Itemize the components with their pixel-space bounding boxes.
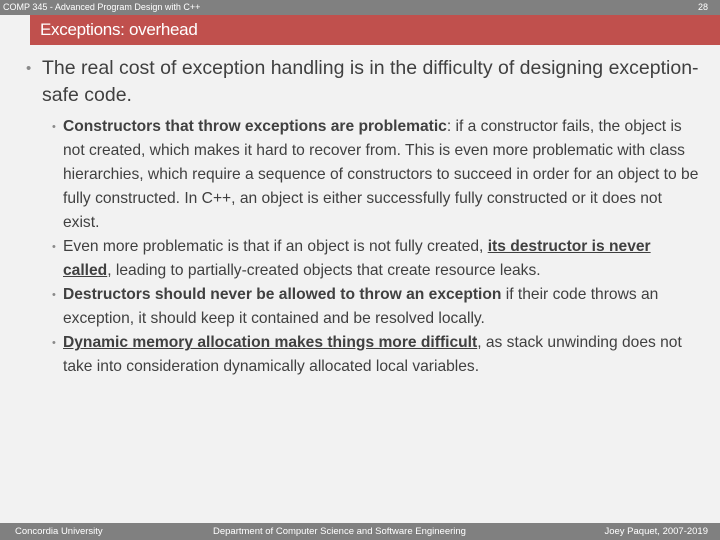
footer-university: Concordia University: [15, 526, 103, 537]
sub-point-list: [30, 115, 700, 379]
sub-point-post: , leading to partially-created objects that create resource leaks.: [107, 262, 541, 279]
slide-title: Exceptions: overhead: [40, 20, 198, 39]
sub-point: [30, 283, 700, 331]
main-point-text: The real cost of exception handling is in the difficulty of designing exception-safe code.: [42, 57, 699, 106]
sub-point: [30, 115, 700, 235]
footer-department: Department of Computer Science and Software Engineering: [213, 526, 466, 537]
sub-point: [30, 331, 700, 379]
sub-point: [30, 235, 700, 283]
sub-point-pre: Even more problematic is that if an object is not fully created,: [63, 238, 488, 255]
header-bar: [0, 0, 720, 15]
sub-point-post: , as stack unwinding does not take into consideration dynamically allocated local variables.: [63, 334, 682, 375]
bullet-icon: •: [26, 60, 32, 77]
sub-point-post: if their code throws an exception, it should keep it contained and be resolved locally.: [63, 286, 659, 327]
bullet-icon: •: [52, 121, 56, 133]
slide-number: 28: [697, 2, 708, 12]
title-band: [30, 15, 720, 45]
footer-bar: [0, 523, 720, 540]
sub-point-emphasis: Constructors that throw exceptions are problematic: [63, 118, 447, 135]
sub-point-emphasis: its destructor is never called: [63, 238, 651, 279]
sub-point-post: : if a constructor fails, the object is not created, which makes it hard to recover from. This is even more problematic with class hierarchies, which require a sequence of constructors to succeed in order for an object to be fully constructed. In C++, an object is either successfully fully constructed or it does not exist.: [63, 118, 699, 231]
footer-author: Joey Paquet, 2007-2019: [604, 526, 708, 537]
bullet-icon: •: [52, 337, 56, 349]
course-title: COMP 345 - Advanced Program Design with C++: [3, 2, 201, 12]
bullet-icon: •: [52, 241, 56, 253]
slide-content: [26, 55, 700, 379]
sub-point-emphasis: Dynamic memory allocation makes things more difficult: [63, 334, 478, 351]
main-point: [26, 55, 700, 109]
bullet-icon: •: [52, 289, 56, 301]
sub-point-emphasis: Destructors should never be allowed to throw an exception: [63, 286, 502, 303]
